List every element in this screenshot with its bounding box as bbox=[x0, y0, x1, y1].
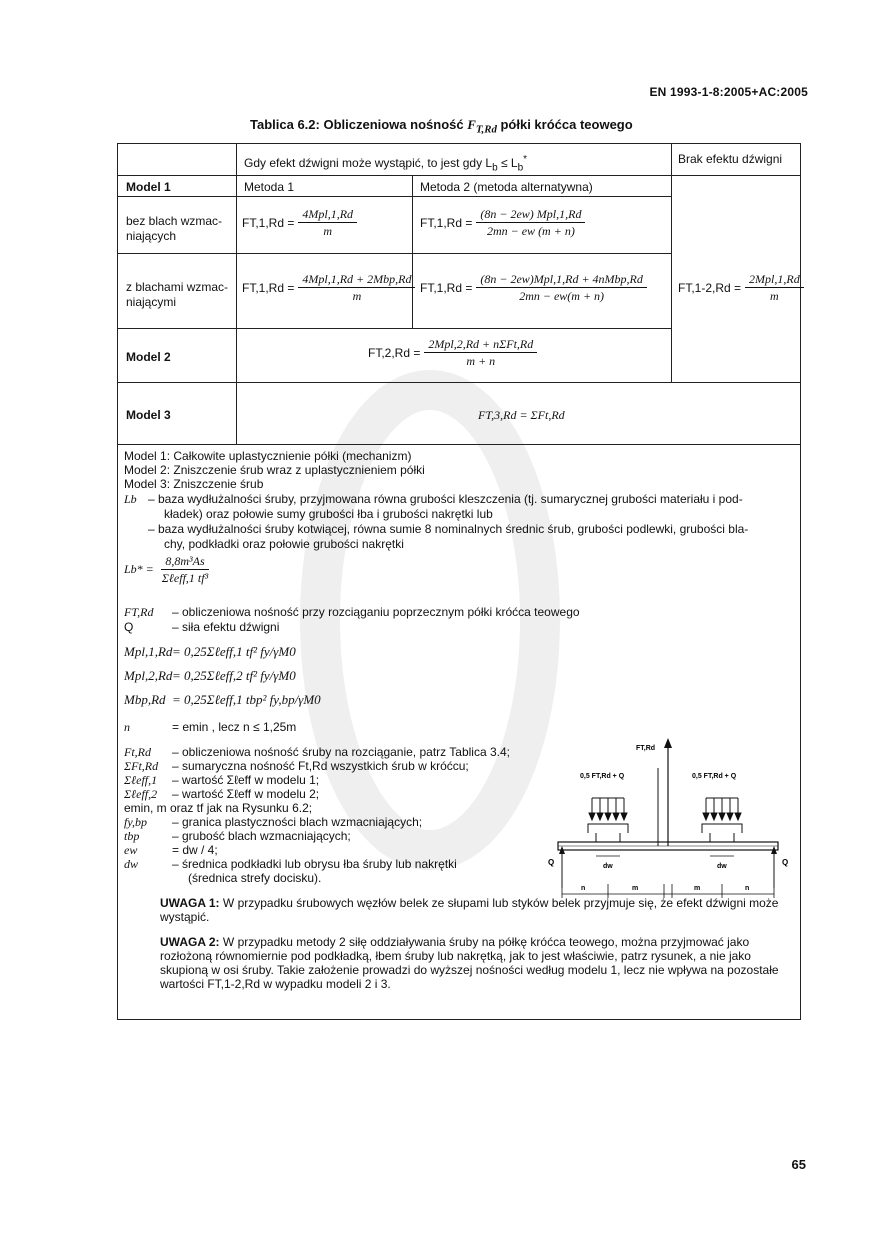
formula-m1-plates-method2: FT,1,Rd = $\frac{\text{(8n − 2ew)Mpl,1,Rd + 4nMbp,Rd}}{2mn - ew(m + n)}$ bbox=[420, 271, 647, 304]
condition-header: Gdy efekt dźwigni może wystąpić, to jest gdy $L_b \le L_b^*$ bbox=[244, 154, 528, 174]
lb-def-2: kładek) oraz połowie sumy grubości łba i grubości nakrętki lub bbox=[164, 507, 493, 521]
mbp-row: Mbp,Rd = 0,25Σℓeff,1 tbp² fy,bp/γM0 bbox=[124, 692, 321, 707]
notes-box bbox=[117, 444, 801, 1020]
n-left-label: n bbox=[581, 885, 586, 892]
note-model1: Model 1: Całkowite uplastycznienie półki (mechanizm) bbox=[124, 449, 412, 463]
lb-def-1: – baza wydłużalności śruby, przyjmowana równa grubości kleszczenia (tj. sumarycznej grubości materiału i pod- bbox=[148, 492, 743, 506]
method1-label: Metoda 1 bbox=[244, 180, 295, 194]
tbp-row: tbp – grubość blach wzmacniających; bbox=[124, 829, 351, 843]
uwaga-1: UWAGA 1: W przypadku śrubowych węzłów belek ze słupami lub styków belek przyjmuje się, że efekt dźwigni może wystąpić. bbox=[160, 896, 779, 924]
fybp-row: fy,bp – granica plastyczności blach wzmacniających; bbox=[124, 815, 423, 829]
table-title: Tablica 6.2: Obliczeniowa nośność $F_{T,Rd}$ półki króćca teowego bbox=[250, 117, 633, 136]
left-force-label: 0,5 FT,Rd + Q bbox=[580, 773, 625, 780]
lbstar-formula: Lb* = $\frac{\text{8,8m³As}}{\text{Σℓeff,1 tf³}}$ bbox=[124, 554, 209, 585]
note-model2: Model 2: Zniszczenie śrub wraz z uplastycznieniem półki bbox=[124, 463, 425, 477]
m-right-label: m bbox=[694, 885, 701, 892]
dw-right-label: dw bbox=[717, 863, 727, 870]
mpl2-row: Mpl,2,Rd= 0,25Σℓeff,2 tf² fy/γM0 bbox=[124, 668, 296, 683]
no-prying-header: Brak efektu dźwigni bbox=[678, 152, 783, 166]
with-plates-label: z blachami wzmac-niającymi bbox=[126, 280, 229, 309]
method2-label: Metoda 2 (metoda alternatywna) bbox=[420, 180, 593, 194]
dw-row: dw – średnica podkładki lub obrysu łba śruby lub nakrętki bbox=[124, 857, 457, 871]
left-distributed-load bbox=[589, 798, 627, 820]
t-stub-force-diagram bbox=[540, 738, 796, 900]
model3-label: Model 3 bbox=[126, 408, 171, 422]
sum-ftrd-row: ΣFt,Rd – sumaryczna nośność Ft,Rd wszystkich śrub w króćcu; bbox=[124, 759, 469, 773]
dw-row-2: (średnica strefy docisku). bbox=[188, 871, 322, 885]
m-left-label: m bbox=[632, 885, 639, 892]
q-right-label: Q bbox=[782, 858, 789, 867]
dw-left-label: dw bbox=[603, 863, 613, 870]
leff1-row: Σℓeff,1 – wartość Σℓeff w modelu 1; bbox=[124, 773, 320, 787]
emin-row: emin, m oraz tf jak na Rysunku 6.2; bbox=[124, 801, 313, 815]
leff2-row: Σℓeff,2 – wartość Σℓeff w modelu 2; bbox=[124, 787, 320, 801]
lb-symbol: Lb bbox=[124, 492, 137, 506]
n-row: n = emin , lecz n ≤ 1,25m bbox=[124, 720, 297, 734]
formula-m1-method2: FT,1,Rd = $\frac{\text{(8n − 2ew) Mpl,1,Rd}}{2mn - ew (m + n)}$ bbox=[420, 206, 585, 239]
right-force-label: 0,5 FT,Rd + Q bbox=[692, 773, 737, 780]
note-model3: Model 3: Zniszczenie śrub bbox=[124, 477, 264, 491]
lb-def-3: – baza wydłużalności śruby kotwiącej, równa sumie 8 nominalnych średnic śrub, grubości podlewki, grubości bla- bbox=[148, 522, 749, 536]
standard-reference: EN 1993-1-8:2005+AC:2005 bbox=[649, 85, 808, 99]
ew-row: ew = dw / 4; bbox=[124, 843, 218, 857]
q-left-label: Q bbox=[548, 858, 555, 867]
page-number: 65 bbox=[791, 1157, 806, 1172]
right-distributed-load bbox=[703, 798, 741, 820]
uwaga-2: UWAGA 2: W przypadku metody 2 siłę oddziaływania śruby na półkę króćca teowego, można przyjmować jako rozłożoną równomiernie pod podkładką, łbem śruby lub nakrętką, jak to jest właściwie, patrz rysunek, a nie jako skupioną w osi śruby. Takie założenie prowadzi do wyższej nośności według modelu 1, lecz nie wpływa na pozostałe wartości FT,1-2,Rd w wypadku modeli 2 i 3. bbox=[160, 935, 779, 991]
n-right-label: n bbox=[745, 885, 750, 892]
formula-model2: FT,2,Rd = $\frac{\text{2Mpl,2,Rd + nΣFt,Rd}}{m + n}$ bbox=[368, 336, 537, 369]
formula-m1-method1: FT,1,Rd = $\frac{\text{4Mpl,1,Rd}}{m}$ bbox=[242, 206, 357, 239]
model1-label: Model 1 bbox=[126, 180, 171, 194]
ftrd-row: FT,Rd – obliczeniowa nośność przy rozciąganiu poprzecznym półki króćca teowego bbox=[124, 605, 580, 619]
ftrd-label: FT,Rd bbox=[636, 745, 656, 752]
model2-label: Model 2 bbox=[126, 350, 171, 364]
lb-def-4: chy, podkładki oraz połowie grubości nakrętki bbox=[164, 537, 404, 551]
resistance-table bbox=[117, 143, 801, 445]
formula-m1-plates-method1: FT,1,Rd = $\frac{\text{4Mpl,1,Rd + 2Mbp,Rd}}{m}$ bbox=[242, 271, 415, 304]
ftrd2-row: Ft,Rd – obliczeniowa nośność śruby na rozciąganie, patrz Tablica 3.4; bbox=[124, 745, 510, 759]
q-row: Q – siła efektu dźwigni bbox=[124, 620, 280, 634]
formula-model3: FT,3,Rd = ΣFt,Rd bbox=[478, 408, 565, 422]
mpl1-row: Mpl,1,Rd= 0,25Σℓeff,1 tf² fy/γM0 bbox=[124, 644, 296, 659]
no-plates-label: bez blach wzmac-niających bbox=[126, 214, 223, 243]
formula-no-prying: FT,1-2,Rd = $\frac{\text{2Mpl,1,Rd}}{m}$ bbox=[678, 271, 804, 304]
